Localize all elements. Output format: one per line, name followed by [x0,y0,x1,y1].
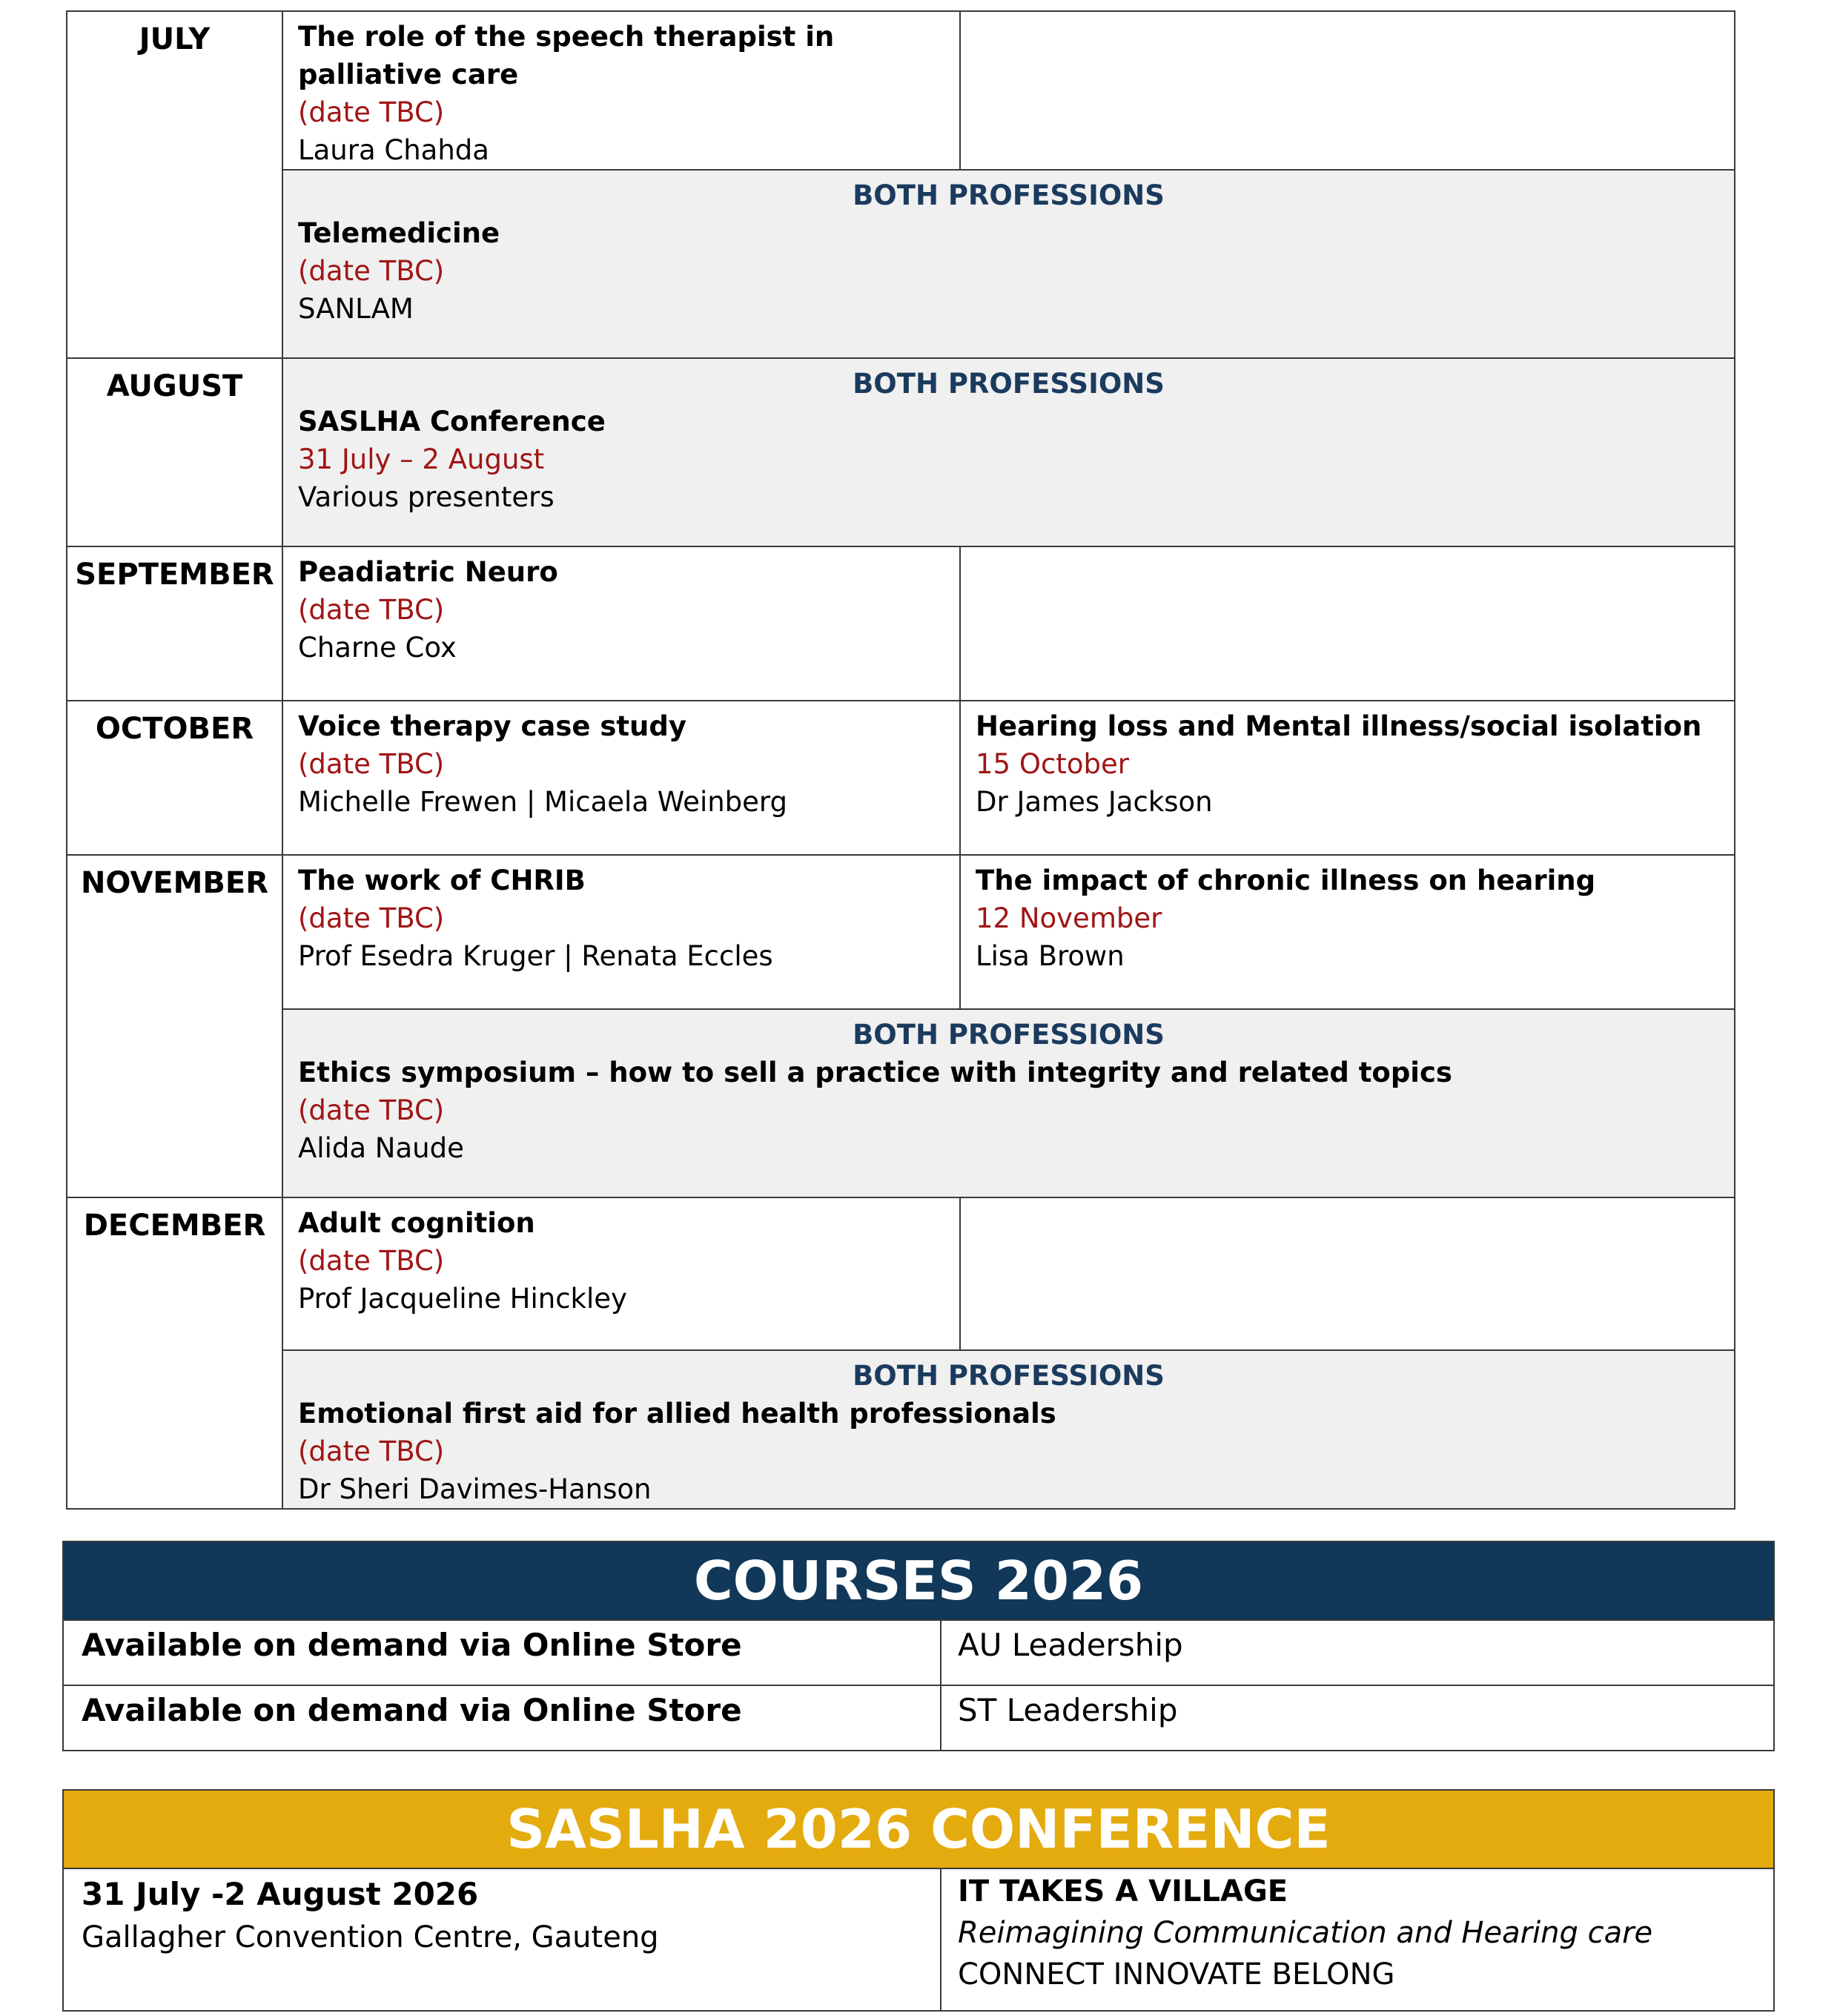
august-row [67,358,1735,546]
event-title: Telemedicine [298,217,500,249]
november-both-event [282,1009,1735,1197]
event-presenter: Various presenters [298,481,555,513]
october-audiology-event [960,701,1735,855]
course-name: ST Leadership [958,1692,1178,1728]
month-october: OCTOBER [67,701,282,855]
event-presenter: Michelle Frewen | Micaela Weinberg [298,786,787,818]
july-speech-event [282,11,960,170]
event-title: The role of the speech therapist in palliative care [298,21,835,90]
month-july: JULY [67,11,282,358]
event-presenter: Dr James Jackson [976,786,1213,818]
both-professions-label: BOTH PROFESSIONS [853,368,1165,400]
event-date: (date TBC) [298,1245,445,1277]
november-row [67,855,1735,1009]
december-speech-event [282,1197,960,1350]
december-row [67,1197,1735,1350]
event-presenter: Lisa Brown [976,940,1125,972]
month-august: AUGUST [67,358,282,546]
conference-venue: Gallagher Convention Centre, Gauteng [82,1920,659,1954]
event-date: (date TBC) [298,902,445,934]
event-title: Voice therapy case study [298,710,686,742]
month-november: NOVEMBER [67,855,282,1197]
september-audiology-empty [960,546,1735,701]
event-presenter: Prof Esedra Kruger | Renata Eccles [298,940,773,972]
conference-section [62,1789,1775,2012]
conference-theme-block [941,1869,1773,2010]
event-date: (date TBC) [298,96,445,128]
december-both-event [282,1350,1735,1509]
courses-heading: COURSES 2026 [64,1542,1773,1619]
course-availability: Available on demand via Online Store [64,1686,941,1750]
both-professions-label: BOTH PROFESSIONS [853,179,1165,211]
event-title: Hearing loss and Mental illness/social isolation [976,710,1702,742]
conference-motto: CONNECT INNOVATE BELONG [958,1957,1395,1992]
conference-details-row [64,1868,1773,2010]
cpd-schedule-table [66,10,1735,1510]
october-speech-event [282,701,960,855]
course-row [64,1685,1773,1750]
october-row [67,701,1735,855]
event-date: 31 July – 2 August [298,443,545,475]
event-title: The work of CHRIB [298,865,586,896]
conference-subtitle: Reimagining Communication and Hearing care [958,1916,1653,1950]
july-both-event [282,170,1735,358]
event-presenter: SANLAM [298,293,414,325]
conference-heading: SASLHA 2026 CONFERENCE [64,1791,1773,1868]
event-title: The impact of chronic illness on hearing [976,865,1596,896]
event-presenter: Charne Cox [298,632,457,664]
conference-when-where [64,1869,941,2010]
event-date: (date TBC) [298,255,445,287]
august-both-event [282,358,1735,546]
course-availability: Available on demand via Online Store [64,1621,941,1685]
month-december: DECEMBER [67,1197,282,1509]
event-date: 15 October [976,748,1129,780]
course-name: AU Leadership [958,1627,1183,1663]
courses-section [62,1541,1775,1751]
both-professions-label: BOTH PROFESSIONS [853,1360,1165,1392]
event-presenter: Dr Sheri Davimes-Hanson [298,1473,652,1505]
event-date: (date TBC) [298,594,445,626]
event-date: 12 November [976,902,1162,934]
july-row [67,11,1735,170]
event-title: Peadiatric Neuro [298,556,558,588]
both-professions-label: BOTH PROFESSIONS [853,1019,1165,1051]
event-date: (date TBC) [298,748,445,780]
november-audiology-event [960,855,1735,1009]
event-presenter: Laura Chahda [298,134,489,166]
event-title: Adult cognition [298,1207,535,1239]
month-september: SEPTEMBER [67,546,282,701]
december-audiology-empty [960,1197,1735,1350]
event-title: SASLHA Conference [298,406,606,437]
event-presenter: Prof Jacqueline Hinckley [298,1283,627,1315]
event-date: (date TBC) [298,1094,445,1126]
event-presenter: Alida Naude [298,1132,464,1164]
conference-theme: IT TAKES A VILLAGE [958,1874,1288,1908]
event-date: (date TBC) [298,1435,445,1467]
july-audiology-empty [960,11,1735,170]
event-title: Ethics symposium – how to sell a practice with integrity and related topics [298,1057,1452,1088]
november-speech-event [282,855,960,1009]
september-row [67,546,1735,701]
course-row [64,1619,1773,1685]
conference-dates: 31 July -2 August 2026 [82,1876,479,1912]
september-speech-event [282,546,960,701]
event-title: Emotional first aid for allied health professionals [298,1398,1056,1430]
